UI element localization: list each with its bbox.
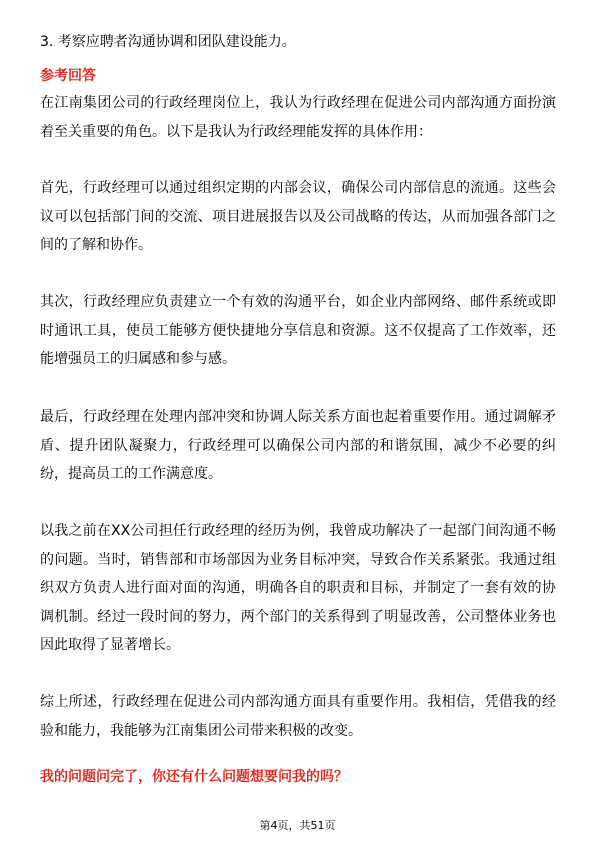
closing-question: 我的问题问完了，你还有什么问题想要问我的吗？ [40,769,348,785]
paragraph-first: 首先，行政经理可以通过组织定期的内部会议，确保公司内部信息的流通。这些会议可以包括部门间的交流、项目进展报告以及公司战略的传达，从而加强各部门之间的了解和协作。 [40,180,556,253]
paragraph-intro: 在江南集团公司的行政经理岗位上，我认为行政经理在促进公司内部沟通方面扮演着至关重要的角色。以下是我认为行政经理能发挥的具体作用： [40,95,556,140]
paragraph-third: 最后，行政经理在处理内部冲突和协调人际关系方面也起着重要作用。通过调解矛盾、提升团队凝聚力，行政经理可以确保公司内部的和谐氛围，减少不必要的纠纷，提高员工的工作满意度。 [40,409,556,482]
paragraph-second: 其次，行政经理应负责建立一个有效的沟通平台，如企业内部网络、邮件系统或即时通讯工具，使员工能够方便快捷地分享信息和资源。这不仅提高了工作效率，还能增强员工的归属感和参与感。 [40,294,556,367]
question-heading: 3. 考察应聘者沟通协调和团队建设能力。 [40,34,296,50]
paragraph-conclusion: 综上所述，行政经理在促进公司内部沟通方面具有重要作用。我相信，凭借我的经验和能力，我能够为江南集团公司带来积极的改变。 [40,694,556,739]
page-footer: 第4页，共51页 [259,819,336,832]
paragraph-example: 以我之前在XX公司担任行政经理的经历为例，我曾成功解决了一起部门间沟通不畅的问题。当时，销售部和市场部因为业务目标冲突，导致合作关系紧张。我通过组织双方负责人进行面对面的沟通，明确各自的职责和目标，并制定了一套有效的协调机制。经过一段时间的努力，两个部门的关系得到了明显改善，公司整体业务也因此取得了显著增长。 [40,523,556,653]
answer-label: 参考回答 [40,68,96,84]
